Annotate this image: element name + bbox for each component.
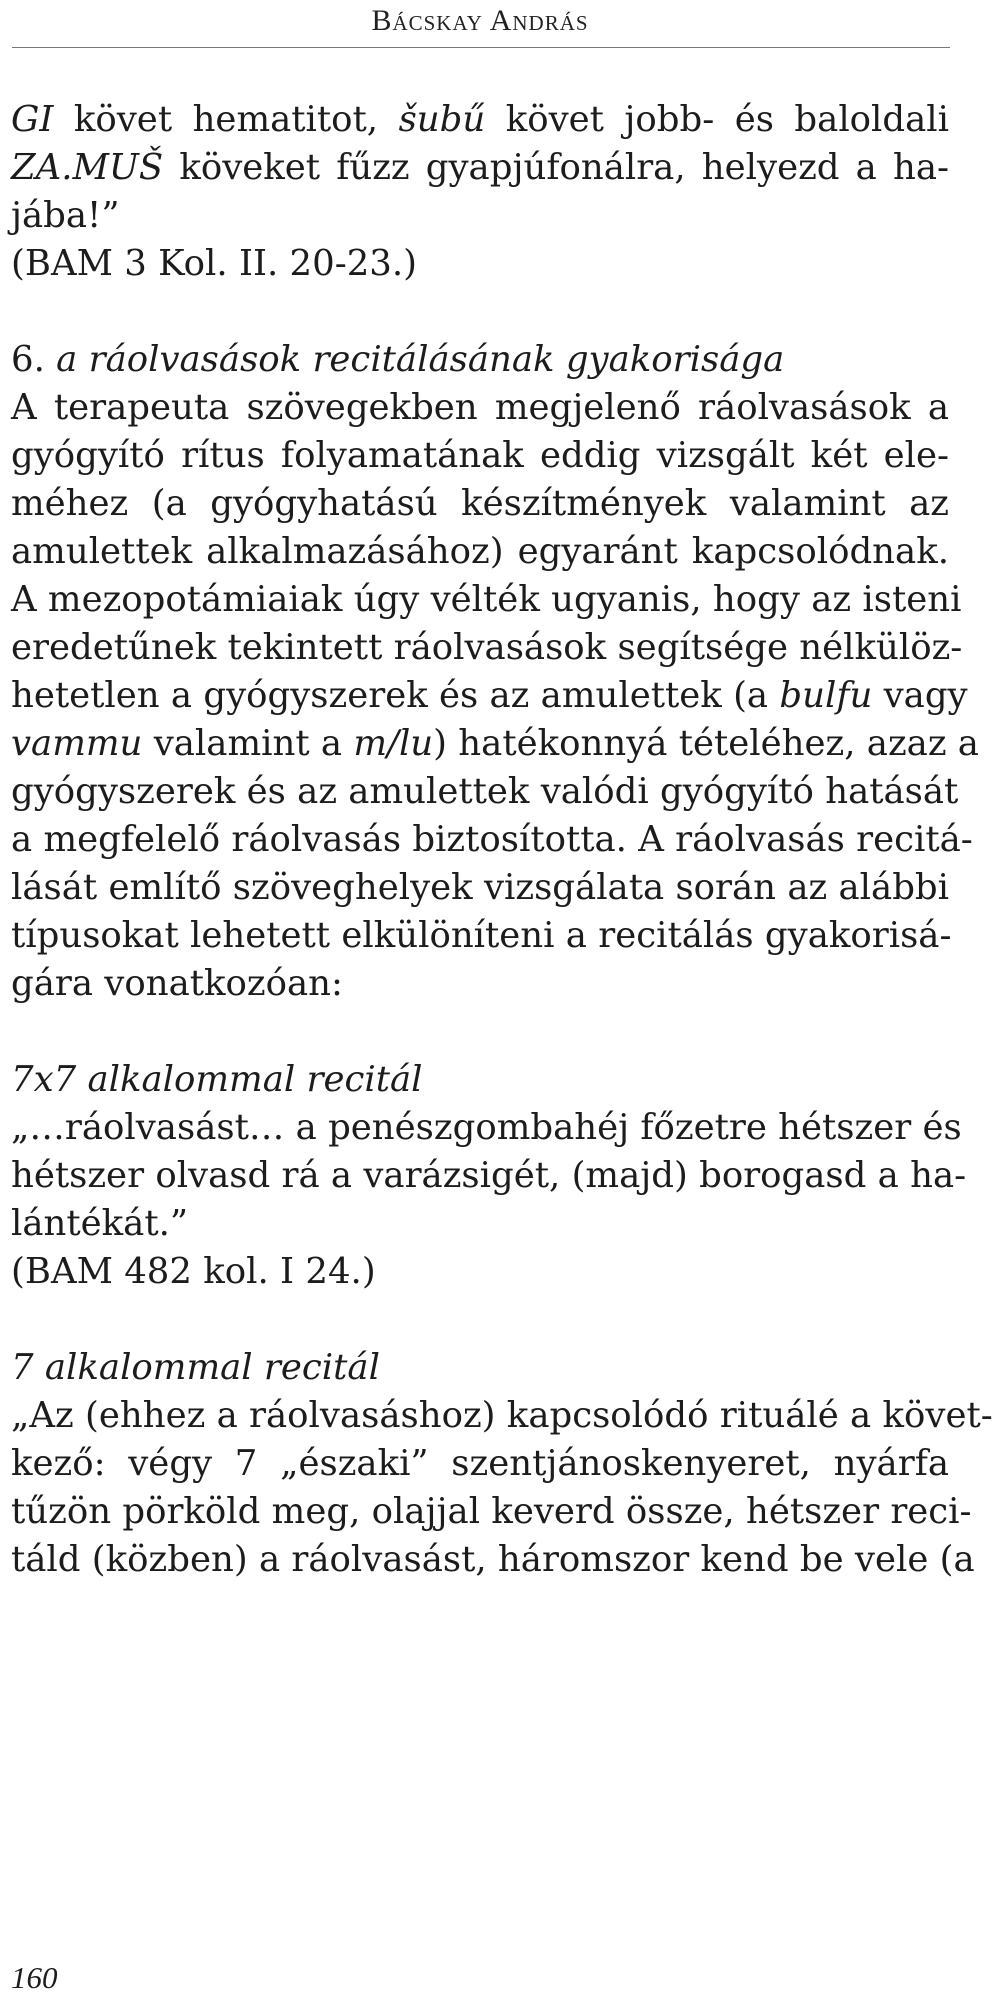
text-line: méhez (a gyógyhatású készítmények valamint az [11,483,949,524]
italic-term: ZA.MUŠ [11,147,164,188]
text-line: „…ráolvasást… a penészgombahéj főzetre hétszer és [11,1107,962,1148]
text-line [11,144,949,192]
section-6 [11,336,979,1008]
citation: (BAM 482 kol. I 24.) [11,1251,376,1292]
case-heading-text: 7x7 alkalommal recitál [11,1059,423,1100]
text-run: vagy [872,675,968,716]
case-heading [11,1056,949,1104]
text-run: ) hatékonnyá tételéhez, azaz a [433,723,979,764]
section-title: a ráolvasások recitálásának gyakorisága [56,339,785,380]
text-line: lántékát.” [11,1203,189,1244]
italic-term: vammu [11,723,143,764]
text-line [11,672,968,720]
italic-term: bulfu [779,675,873,716]
text-line: kező: végy 7 „északi” szentjánoskenyeret, nyárfa [11,1443,949,1484]
header-rule [12,47,950,48]
citation: (BAM 3 Kol. II. 20-23.) [11,243,418,284]
text-line: gyógyító rítus folyamatának eddig vizsgált két ele- [11,435,949,476]
page-number: 160 [11,1960,58,1995]
section-number: 6. [11,339,57,380]
text-line: eredetűnek tekintett ráolvasások segítsége nélkülöz- [11,627,963,668]
text-run: köveket fűzz gyapjúfonálra, helyezd a ha- [163,147,949,188]
italic-term: GI [11,99,54,140]
text-line: A mezopotámiaiak úgy vélték ugyanis, hogy az isteni [11,579,962,620]
text-line [11,720,979,768]
text-line: „Az (ehhez a ráolvasáshoz) kapcsolódó rituálé a követ- [11,1395,993,1436]
italic-term: šubű [398,99,486,140]
text-line: hétszer olvasd rá a varázsigét, (majd) borogasd a ha- [11,1155,967,1196]
case-heading [11,1344,949,1392]
text-line: tűzön pörköld meg, olajjal keverd össze, hétszer reci- [11,1491,972,1532]
section-heading [11,336,949,384]
text-line: a megfelelő ráolvasás biztosította. A ráolvasás recitá- [11,819,973,860]
italic-term: m/lu [353,723,434,764]
text-line: gyógyszerek és az amulettek valódi gyógyító hatását [11,771,959,812]
running-head: Bácskay András [371,4,589,37]
text-line: lását említő szöveghelyek vizsgálata során az alábbi [11,867,949,908]
text-line: amulettek alkalmazásához) egyaránt kapcsolódnak. [11,531,949,572]
text-run: valamint a [142,723,354,764]
text-line: A terapeuta szövegekben megjelenő ráolvasások a [11,387,949,428]
text-run: követ hematitot, [53,99,399,140]
text-line [11,96,949,144]
text-line: táld (közben) a ráolvasást, háromszor kend be vele (a [11,1539,975,1580]
text-line: jába!” [11,195,120,236]
case-7 [11,1344,993,1584]
quote-block [11,96,949,288]
case-heading-text: 7 alkalommal recitál [11,1347,380,1388]
text-line: gára vonatkozóan: [11,963,343,1004]
text-line: típusokat lehetett elkülöníteni a recitálás gyakorisá- [11,915,952,956]
body-text [11,96,993,1584]
text-run: hetetlen a gyógyszerek és az amulettek (a [11,675,780,716]
case-7x7 [11,1056,967,1296]
text-run: követ jobb- és baloldali [485,99,949,140]
